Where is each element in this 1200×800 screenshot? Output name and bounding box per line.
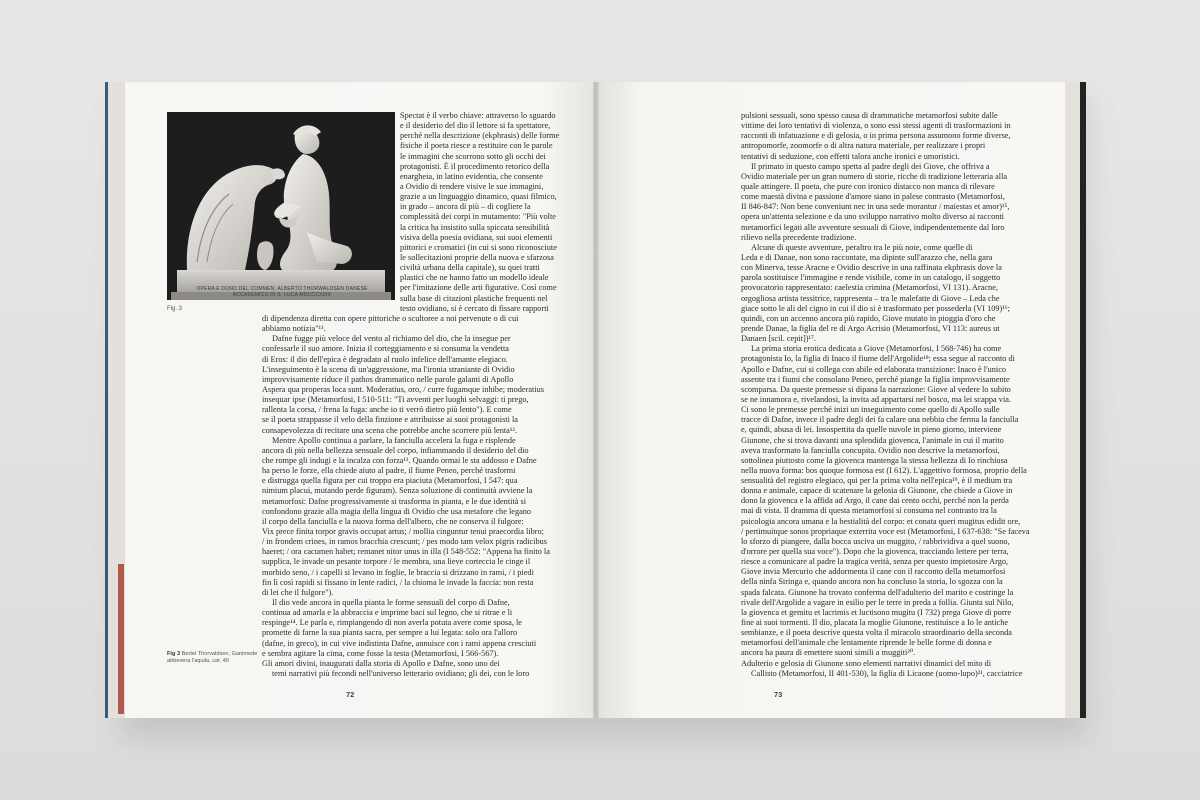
text-line: Apollo e Dafne, cui si collega con abile ed elaborata transizione: Inaco è l'unico [741,364,1007,374]
text-line: civiltà urbana della capitale), su quei tratti [400,263,540,273]
text-line: se ne innamora e, rivelandosi, la invita ad appartarsi nel bosco, ma lei scappa via. [741,394,1012,404]
text-line: La prima storia erotica dedicata a Giove (Metamorfosi, I 568-746) ha come [751,344,1002,354]
text-line: rivale dell'Argolide a vagare in esilio per le terre in preda a follia. Giunta sul Nilo, [741,597,1014,607]
text-line: Adulterio e gelosia di Giunone sono elementi narrativi dinamici del mito di [741,658,992,668]
text-line: haeret; / ora cacumen habet; remanet nitor unus in illa (I 548-552: "Appena ha finito la [262,547,550,557]
text-line: nimium placui, mutando perde figuram). Senza soluzione di continuità avviene la [262,486,533,496]
text-line: tentativi di seduzione, con effetti talora anche ironici e umoristici. [741,151,960,161]
text-line: Mentre Apollo continua a parlare, la fanciulla accelera la fuga e risplende [272,435,516,445]
text-line: abbiamo notizia"¹¹. [262,324,326,334]
text-line: fine ai suoi tormenti. Il dio, placata la moglie Giunone, restituisce a Io le antiche [741,618,1009,628]
text-line: donna e animale, capace di scatenare la gelosia di Giunone, che chiede a Giove in [741,486,1013,496]
text-line: Il dio vede ancora in quella pianta le forme sensuali del corpo di Dafne, [272,597,510,607]
text-line: come maestà divina e passione d'amore siano in palese contrasto (Metamorfosi, [741,192,1005,202]
text-line: consapevolezza di recitare una scena che potrebbe anche scorrere più lenta¹². [262,425,517,435]
text-line: nella nuova forma: bos quoque formosa est (I 612). L'aggettivo formosa, proprio della [741,465,1027,475]
text-line: protagonista Io, la figlia di Inaco il fiume dell'Argolide¹⁸; essa segue al racconto di [741,354,1015,364]
text-line: (dafne, in greco), in cui vive indistinta Dafne, annuisce con i rami appena cresciuti [262,638,537,648]
text-line: tracce di Dafne, invece il padre degli dei fa calare una nebbia che ferma la fanciulla [741,415,1019,425]
text-line: metamorfosi dell'animale che lentamente riprende le belle forme di donna e [741,638,992,648]
right-page-body-text [741,111,1030,679]
text-line: temi narrativi più fecondi nell'universo letterario ovidiano; gli dei, con le loro [272,668,530,678]
text-line: Giunone, che si trova davanti una splendida giovenca, l'animale in cui il marito [741,435,1004,445]
text-line: assente tra i fiumi che consolano Peneo, perché piange la figlia improvvisamente [741,374,1010,384]
right-page-number: 73 [774,690,783,699]
text-line: ha perso le forze, ella chiede aiuto al padre, il fiume Peneo, perché trasformi [262,466,516,476]
text-line: parola sostituisce l'immagine e rende visibile, come in un catalogo, il soggetto [741,273,1001,283]
text-line: e il desiderio del dio il lettore si fa spettatore, [400,121,551,131]
back-cover-edge [1080,82,1086,718]
text-line: L'inseguimento è la scena di un'aggressione, ma l'ironia straniante di Ovidio [262,364,515,374]
text-line: lo sforzo di piangere, dalla bocca usciva un muggito, / rabbrividiva a quel suono, [741,536,1010,546]
text-line: / in frondem crines, in ramos bracchia crescunt; / pes modo tam velox pigris radicibus [262,537,548,547]
text-line: enargheia, in latino evidentia, che consente [400,171,543,181]
text-line: grazie a un linguaggio dinamico, quasi filmico, [400,192,557,202]
text-line: sulla base di citazioni plastiche frequenti nel [400,293,548,303]
text-line: antropomorfe, zoomorfe o di altra natura materiale, per realizzare i propri [741,141,986,151]
text-line: II 846-847: Non bene conveniunt nec in una sede morantur / maiestas et amor)¹⁵, [741,202,1010,212]
text-line: di lei che il fulgore"). [262,587,334,597]
text-line: della ninfa Siringa e, quando ancora non ha concluso la storia, lo sgozza con la [741,577,1003,587]
text-line: confondono grazie alla magia della lingua di Ovidio che usa metafore che legano [262,506,532,516]
text-line: Il primato in questo campo spetta al padre degli dei Giove, che offriva a [751,161,990,171]
text-line: la giovenca et gemitu et lacrimis et luctisono mugitu (I 732) prega Giove di porre [741,607,1012,617]
text-line: rallenta la corsa, / frena la fuga: anche io ti verrò dietro più lento"). E come [262,405,512,415]
text-line: per l'imitazione delle arti figurative. Così come [400,283,557,293]
text-line: la critica ha insistito sulla spiccata sensibilità [400,222,550,232]
text-line: mai di vista. Il dramma di questa metamorfosi si consuma nel contrasto tra la [741,506,997,516]
text-line: Ovidio materiale per un gran numero di storie, ricche di tradizione letteraria alla [741,171,1008,181]
text-line: ancora di più nella bellezza sensuale del corpo, infiammando il desiderio del dio [262,445,529,455]
text-line: ancora ha paura di emettere suoni simili a muggiti²⁰. [741,648,916,658]
text-line: aveva trasformato la fanciulla concupita. Ovidio non descrive la metamorfosi, [741,445,1000,455]
text-line: spada falcata. Giunone ha trovato conferma dell'adulterio del marito e costringe la [741,587,1014,597]
left-page-body-text [262,314,550,679]
text-line: insequar ipse (Metamorfosi, I 510-511: "Ti avventi per luoghi selvaggi: ti prego, [262,395,529,405]
text-line: Gli amori divini, inaugurati dalla storia di Apollo e Dafne, sono uno dei [262,658,500,668]
text-line: con Minerva, tesse Aracne e Ovidio descrive in una raffinata ekphrasis dove la [741,263,1002,273]
text-line: fin lì così rapidi si fissano in lente radici, / la chioma le invade la faccia: non resta [262,577,534,587]
text-line: pulsioni sessuali, sono spesso causa di drammatiche metamorfosi subite dalle [741,111,998,120]
text-line: plastici che ne hanno fatto un modello ideale [400,273,549,283]
text-line: / pertimuitque sonos propriaque exterrita voce est (Metamorfosi, I 637-638: "Se faceva [741,526,1030,536]
text-line: visiva della poesia ovidiana, sui suoi elementi [400,232,553,242]
text-line: Ci sono le premesse perché inizi un inseguimento come quello di Apollo sulle [741,405,1000,415]
left-page-number: 72 [346,690,355,699]
text-line: sembianze, e il poeta descrive questa volta il miracolo straordinario della seconda [741,628,1012,638]
text-line: quale attingere. Il poeta, che pure con ironico distacco non manca di rilevare [741,181,995,191]
text-line: scomparsa. Da queste premesse si dipana la narrazione: Giove al vedere lo subito [741,384,1011,394]
text-line: testo ovidiano, si è cercato di fissare rapporti [400,303,549,313]
text-line: e sembra agitare la cima, come fosse la testa (Metamorfosi, I 566-567). [262,648,499,658]
text-line: confessarle il suo amore. Inizia il corteggiamento e si consuma la vendetta [262,344,509,354]
text-line: fisiche il poeta riesce a restituire con le parole [400,141,553,151]
text-line: il corpo della fanciulla e la nuova forma dell'albero, che ne conserva il fulgore: [262,516,524,526]
text-line: quindi, con un accenno ancora più rapido, Giove mutato in pioggia d'oro che [741,313,996,323]
text-line: e, quindi, abusa di lei. Insospettita da quelle nuvole in pieno giorno, interviene [741,425,1002,435]
text-line: orgogliosa artista tessitrice, rappresenta – tra le malefatte di Giove – Leda che [741,293,1000,303]
text-line: psicologia ancora umana e la bestialità del corpo: et conata queri mugitus edidit ore, [741,516,1021,526]
text-line: Callisto (Metamorfosi, II 401-530), la figlia di Licaone (uomo-lupo)²¹, cacciatrice [751,668,1023,678]
text-line: improvvisamente riduce il pathos drammatico nelle parole galanti di Apollo [262,374,514,384]
text-line: Alcune di queste avventure, peraltro tra le più note, come quelle di [751,242,973,252]
sculpture-image [167,112,395,300]
text-line: complessità dei corpi in mutamento: "Più volte [400,212,556,222]
text-line: opera un'attenta selezione e da uno sviluppo narrativo molto diverso ai racconti [741,212,1004,222]
text-line: Vix prece finita torpor gravis occupat artus; / mollia cinguntur tenui praecordia libro; [262,526,544,536]
text-line: Spectat è il verbo chiave: attraverso lo sguardo [400,111,556,120]
text-line: Aspera qua properas loca sunt. Moderatius, oro, / curre fugamque inhibe; moderatius [262,384,545,394]
text-line: le sollecitazioni proprie della nuova e sfarzosa [400,252,554,262]
book-right-edge [1064,82,1086,718]
text-line: metamorfosi: Dafne progressivamente si trasforma in pianta, e le due identità si [262,496,527,506]
text-line: rilievo nella precedente tradizione. [741,232,857,242]
text-line: morbido seno, / i capelli si levano in foglie, le braccia si drizzano in rami, / i piedi [262,567,534,577]
text-line: sottolinea piuttosto come la giovenca mantenga la stessa bellezza di Io rinchiusa [741,455,1008,465]
caption-text: Bertel Thorvaldsen, Ganimede abbevera l'aquila, cat. 40 [167,651,258,664]
text-line: Giove invia Mercurio che addormenta il cane con il racconto della metamorfosi [741,567,1006,577]
text-line: continua ad amarla e la abbraccia e imprime baci sul legno, che si ritrae e li [262,608,513,618]
caption-figure-number: Fig 3 [167,651,181,657]
text-line: vittime dei loro tentativi di violenza, o sono essi stessi agenti di trasformazioni in [741,121,1011,131]
text-line: riesce a comunicare al padre la tragica verità, senza per questo impietosire Argo, [741,557,1009,567]
text-line: Danaen [scil. cepit])¹⁷. [741,334,816,344]
text-line: giace sotto le ali del cigno in cui il dio si è trasformato per possederla (VI 109)¹⁶; [741,303,1010,313]
text-line: di dipendenza diretta con opere pittoriche o scultoree a noi pervenute o di cui [262,314,519,323]
sculpture-photo [167,112,395,300]
text-line: Dafne fugge più veloce del vento al richiamo del dio, che la insegue per [272,334,511,344]
figure-caption [167,651,262,665]
text-line: dono la giovenca e la affida ad Argo, il cane dai cento occhi, perché non la perda [741,496,1009,506]
text-line: le immagini che scorrono sotto gli occhi dei [400,151,546,161]
left-page-side-column [400,111,559,314]
text-line: promette di farne la sua pianta sacra, per sempre a lui legata: solo ora l'alloro [262,628,518,638]
text-line: di Eros: il dio dell'epica è degradato al ruolo infelice dell'amante elegiaco. [262,354,508,364]
text-line: pittorici e cromatici (in cui si sono riconosciute [400,242,557,252]
bookmark-ribbon [118,564,124,714]
text-line: sensualità del registro elegiaco, qui per la prima volta nell'epica¹⁹, è il medium tra [741,476,1013,486]
text-line: metamorfici legati alle avventure sessuali di Giove, indipendentemente dal loro [741,222,1005,232]
text-line: supplica, le invade un pesante torpore / le membra, una lieve corteccia le cinge il [262,557,531,567]
text-line: racconti di infatuazione e di gelosia, o in prima persona assumono forme diverse, [741,131,1011,141]
book-spine [593,82,599,718]
text-line: Leda e di Danae, non sono raccontate, ma dipinte sull'arazzo che, nella gara [741,252,993,262]
figure-label: Fig. 3 [167,306,183,312]
text-line: provocatorio rappresentato: caelestia crimina (Metamorfosi, VI 131). Aracne, [741,283,998,293]
text-line: e distrugga quella figura per cui troppo era piaciuta (Metamorfosi, I 547: qua [262,476,518,486]
text-line: respinge¹⁴. Le parla e, rimpiangendo di non averla potuta avere come sposa, le [262,618,522,628]
text-line: d'orrore per quella sua voce"). Dopo che la giovenca, tracciando lettere per terra, [741,547,1009,557]
text-line: protagonisti. È il procedimento retorico della [400,161,550,171]
text-line: se il poeta strappasse il velo della finzione e attribuisse ai suoi protagonisti la [262,415,518,425]
text-line: perché nella descrizione (ekphrasis) delle forme [400,131,560,141]
plinth-inscription: OPERA E DONO DEL COMMEN. ALBERTO THORWALDSEN DANESE ACCADEMICO DI S. LUCA MDCCCXXIV [196,286,368,298]
text-line: in grado – ancora di più – di cogliere la [400,202,531,212]
text-line: prende Danae, la figlia del re di Argo Acrisio (Metamorfosi, VI 113: aureus ut [741,323,1000,333]
text-line: a Ovidio di rendere visive le sue immagini, [400,181,544,191]
text-line: che rompe gli indugi e la incalza con forza¹³. Quando ormai le sta addosso e Dafne [262,455,537,465]
